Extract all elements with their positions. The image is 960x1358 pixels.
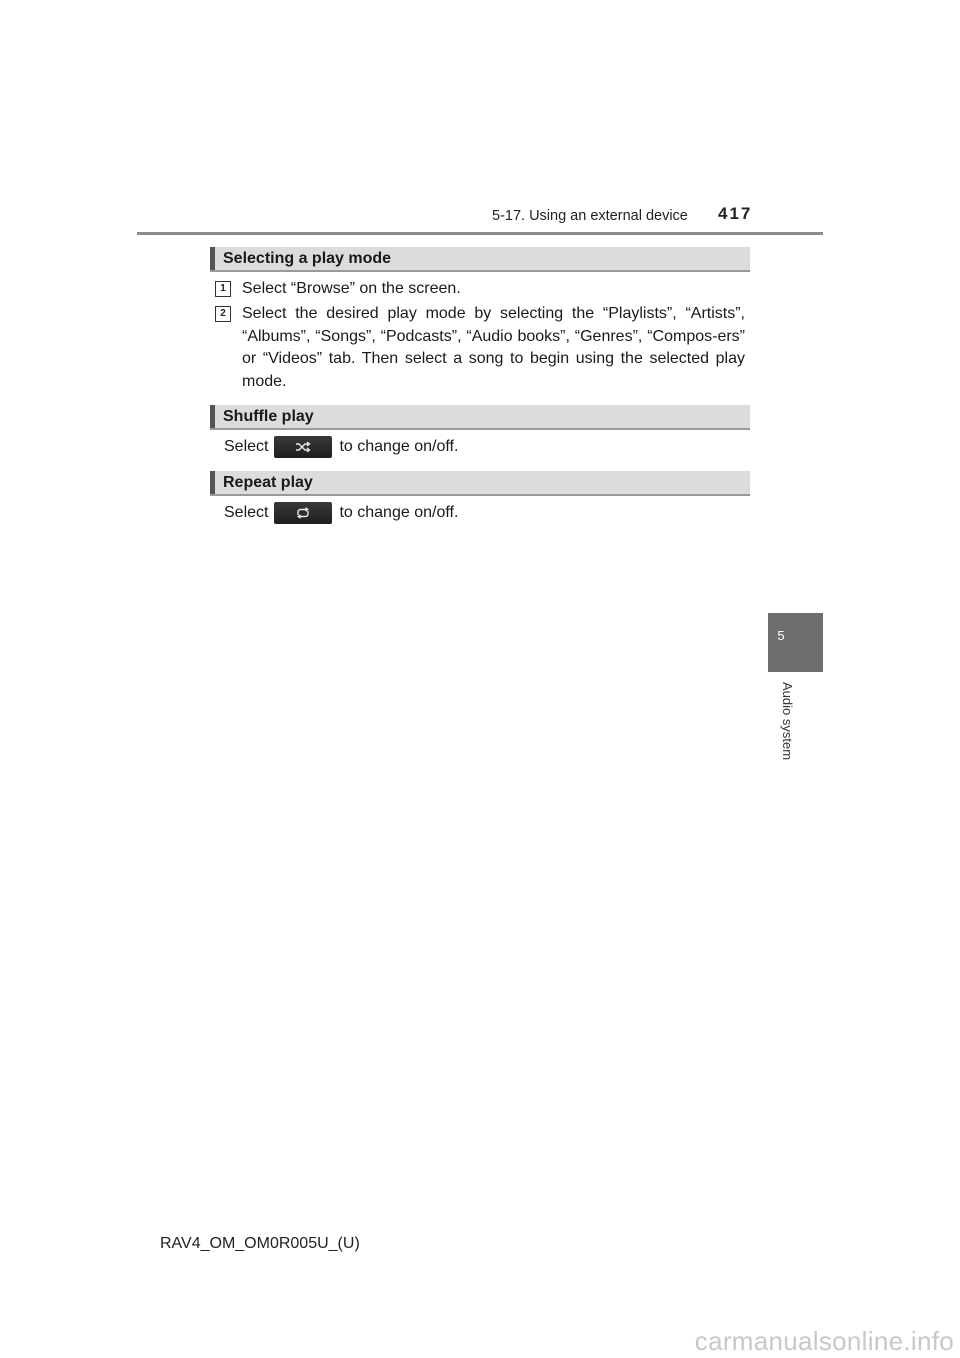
shuffle-icon	[295, 441, 311, 453]
chapter-label: Audio system	[780, 682, 795, 761]
step-badge-1: 1	[215, 281, 231, 297]
repeat-button[interactable]	[274, 502, 332, 524]
section-accent	[210, 405, 215, 428]
section-title-shuffle: Shuffle play	[223, 408, 314, 425]
step-2-text: Select the desired play mode by selecting the “Playlists”, “Artists”, “Albums”, “Songs”, “Podcasts”, “Audio books”, “Genres”, “Compos-ers” or “Videos” tab. Then select a song to begin using the selected play mode.	[242, 305, 745, 390]
chapter-number: 5	[777, 628, 785, 643]
chapter-tab	[768, 613, 823, 672]
section-title-play-mode: Selecting a play mode	[223, 250, 392, 267]
section-bar-play-mode	[210, 247, 750, 272]
repeat-suffix: to change on/off.	[339, 504, 459, 521]
header-section-title: 5-17. Using an external device	[492, 208, 688, 224]
shuffle-select-word: Select	[224, 438, 269, 455]
repeat-select-word: Select	[224, 504, 269, 521]
shuffle-suffix: to change on/off.	[339, 438, 459, 455]
section-title-repeat: Repeat play	[223, 474, 313, 491]
step-badge-2: 2	[215, 306, 231, 322]
step-1-text: Select “Browse” on the screen.	[242, 280, 461, 297]
watermark: carmanualsonline.info	[694, 1326, 954, 1356]
document-id: RAV4_OM_OM0R005U_(U)	[160, 1235, 360, 1252]
section-bar-repeat	[210, 471, 750, 496]
section-accent	[210, 247, 215, 270]
section-bar-shuffle	[210, 405, 750, 430]
shuffle-button[interactable]	[274, 436, 332, 458]
header-rule	[137, 232, 823, 235]
section-accent	[210, 471, 215, 494]
shuffle-instruction	[224, 436, 458, 458]
repeat-icon	[295, 507, 311, 519]
page-number: 417	[718, 204, 753, 223]
repeat-instruction	[224, 502, 458, 524]
